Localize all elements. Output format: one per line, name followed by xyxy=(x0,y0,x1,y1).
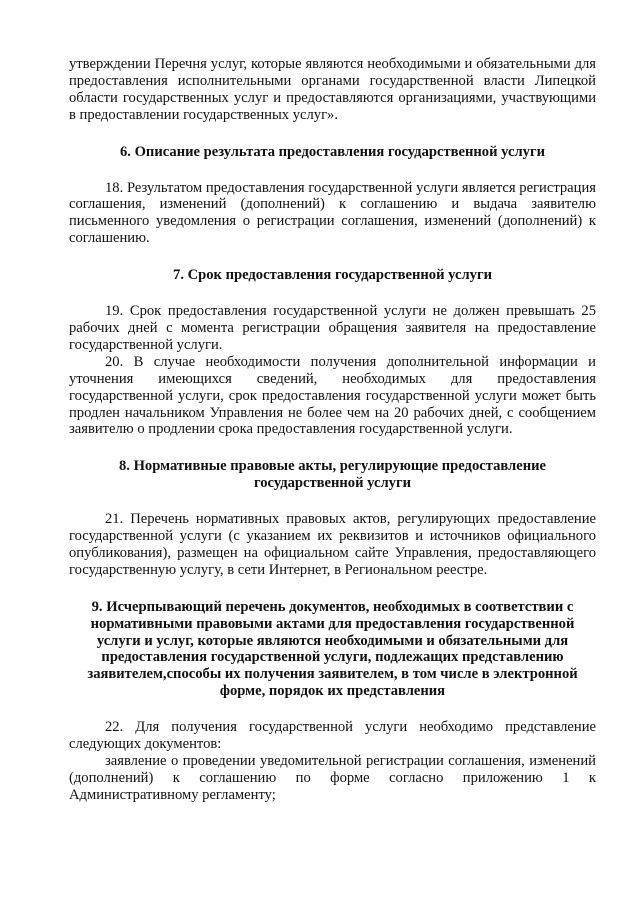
section-8-heading-line-1: 8. Нормативные правовые акты, регулирующие предоставление xyxy=(118,458,547,475)
paragraph-21: 21. Перечень нормативных правовых актов, регулирующих предоставление государственной услуги (с указанием их реквизитов и источников официального опубликования), размещен на официальном сайте Управления, предоставляющего государственную услугу, в сети Интернет, в Региональном реестре. xyxy=(69,511,596,578)
document-page xyxy=(69,56,596,804)
section-9-heading-line-2: нормативными правовыми актами для предоставления государственной xyxy=(90,615,575,632)
section-8-heading xyxy=(69,458,596,492)
section-9-heading-line-5: заявителем,способы их получения заявителем, в том числе в электронной xyxy=(87,666,578,683)
section-9-heading xyxy=(69,599,596,700)
section-9-heading-line-4: предоставления государственной услуги, подлежащих представлению xyxy=(101,649,564,666)
intro-paragraph: утверждении Перечня услуг, которые являются необходимыми и обязательными для предоставления исполнительными органами государственной власти Липецкой области государственных услуг и предоставляются организациями, участвующими в предоставлении государственных услуг». xyxy=(69,56,596,123)
paragraph-20: 20. В случае необходимости получения дополнительной информации и уточнения имеющихся сведений, необходимых для предоставления государственной услуги, срок предоставления государственной услуги может быть продлен начальником Управления не более чем на 20 рабочих дней, с сообщением заявителю о продлении срока предоставления государственной услуги. xyxy=(69,353,596,438)
paragraph-22: 22. Для получения государственной услуги необходимо представление следующих документов: xyxy=(69,719,596,753)
list-item-application: заявление о проведении уведомительной регистрации соглашения, изменений (дополнений) к соглашению по форме согласно приложению 1 к Административному регламенту; xyxy=(69,753,596,803)
section-7-heading: 7. Срок предоставления государственной услуги xyxy=(173,267,492,284)
section-6-heading: 6. Описание результата предоставления государственной услуги xyxy=(119,143,545,160)
section-8-heading-line-2: государственной услуги xyxy=(253,475,412,492)
paragraph-19: 19. Срок предоставления государственной услуги не должен превышать 25 рабочих дней с момента регистрации обращения заявителя на предоставление государственной услуги. xyxy=(69,303,596,353)
section-9-heading-line-3: услуги и услуг, которые являются необходимыми и обязательными для xyxy=(96,632,569,649)
section-9-heading-line-1: 9. Исчерпывающий перечень документов, необходимых в соответствии с xyxy=(91,598,574,615)
section-9-heading-line-6: форме, порядок их представления xyxy=(219,683,446,700)
paragraph-18: 18. Результатом предоставления государственной услуги является регистрация соглашения, изменений (дополнений) к соглашению и выдача заявителю письменного уведомления о регистрации соглашения, изменений (дополнений) к соглашению. xyxy=(69,179,596,247)
